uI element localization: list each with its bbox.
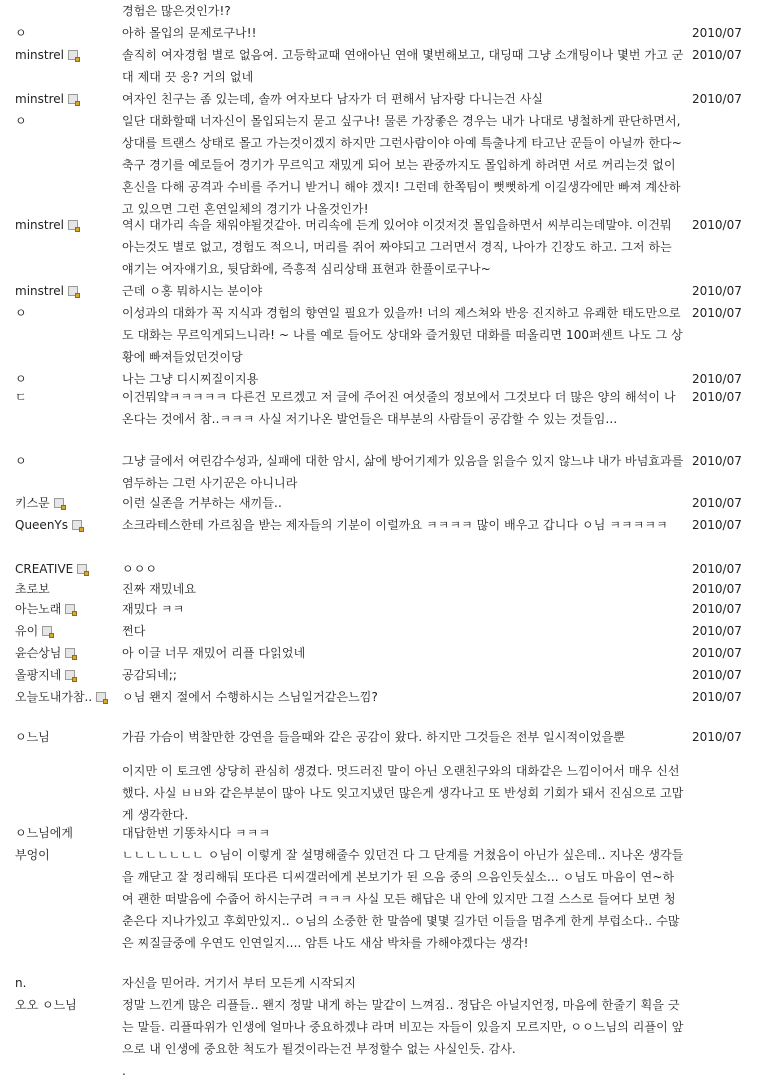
comment-date: 2010/07 [692, 518, 742, 532]
comment-text-continued: 이지만 이 토크엔 상당히 관심히 생겼다. 멋드러진 말이 아닌 오랜친구와의 대화같은 느낌이어서 매우 신선했다. 사실 ㅂㅂ와 같은부분이 많아 나도 잊고지냈던 많은게 생각나고 또 반성회 기회가 돼서 진심으로 고맙게 생각한다. [122, 764, 684, 822]
comment-author[interactable] [15, 686, 119, 708]
comment-text [122, 450, 684, 494]
comment-author[interactable] [15, 88, 119, 110]
comment-text-line: 대답한번 기똥차시다 ㅋㅋㅋ [122, 826, 271, 840]
comment-author[interactable] [15, 844, 119, 866]
comment-date: 2010/07 [692, 284, 742, 298]
member-badge-icon [42, 626, 52, 636]
comment-author[interactable] [15, 450, 119, 472]
comment-text-line: 이건뭐얔ㅋㅋㅋㅋㅋ 다른건 모르겠고 저 글에 주어진 여섯줄의 정보에서 그것보다 더 많은 양의 해석이 나온다는 것에서 참..ㅋㅋㅋ 사실 저기나온 발언들은 대부분의 사람들이 공감할 수 있는 것들임... [122, 390, 676, 426]
author-name[interactable]: 키스문 [15, 496, 50, 510]
comment-text [122, 302, 684, 368]
comment-text [122, 110, 684, 220]
comment-row [0, 844, 766, 972]
comment-row [0, 280, 766, 302]
comment-author[interactable] [15, 558, 119, 580]
author-name[interactable]: 초로보 [15, 582, 50, 596]
comment-text [122, 44, 684, 88]
comment-text [122, 972, 684, 994]
comment-text-line: 아 이글 너무 재밌어 리플 다읽었네 [122, 646, 306, 660]
comment-row [0, 578, 766, 598]
comment-row [0, 88, 766, 110]
member-badge-icon [72, 520, 82, 530]
author-name[interactable]: ㅇ [15, 306, 27, 320]
author-name[interactable]: 아는노래 [15, 602, 62, 616]
comment-row [0, 822, 766, 844]
comment-author[interactable] [15, 110, 119, 132]
comment-text-line: 나는 그냥 디시찌질이지용 [122, 372, 259, 386]
author-name[interactable]: ㅇ [15, 454, 27, 468]
comment-text-line: 자신을 믿어라. 거기서 부터 모든게 시작되지 [122, 976, 356, 990]
comment-text-line: 역시 대가리 속을 채워야될것같아. 머리속에 든게 있어야 이것저것 몰입을하면서 씨부리는데말야. 이건뭐 아는것도 별로 없고, 경험도 적으니, 머리를 쥐어 짜야되고 그러면서 경직, 나아가 긴장도 하고. 그저 하는 얘기는 여자얘기요, 뒷담화에, 즉흥적 심리상태 표현과 한풀이로구나~ [122, 218, 672, 276]
author-name[interactable]: n. [15, 976, 27, 990]
comment-date: 2010/07 [692, 624, 742, 638]
author-name[interactable]: ㅇ [15, 372, 27, 386]
comment-date: 2010/07 [692, 218, 742, 232]
comment-row [0, 664, 766, 686]
comment-row [0, 642, 766, 664]
comment-text-line: ㅇㅇㅇ [122, 562, 158, 576]
comment-text [122, 620, 684, 642]
author-name[interactable]: ㅇ느님에게 [15, 826, 73, 840]
comment-author[interactable] [15, 44, 119, 66]
author-name[interactable]: ㅇ느님 [15, 730, 50, 744]
comment-author[interactable] [15, 214, 119, 236]
comment-row [0, 994, 766, 1078]
comment-row [0, 450, 766, 492]
author-name[interactable]: ㄷ [15, 390, 27, 404]
comment-row [0, 44, 766, 88]
comment-date: 2010/07 [692, 390, 742, 404]
author-name[interactable]: QueenYs [15, 518, 69, 532]
member-badge-icon [96, 692, 106, 702]
comment-author[interactable] [15, 22, 119, 44]
comment-author[interactable] [15, 302, 119, 324]
comment-text [122, 578, 684, 600]
comment-author[interactable] [15, 664, 119, 686]
comment-date: 2010/07 [692, 690, 742, 704]
comment-author[interactable] [15, 726, 119, 748]
comment-text-line: 정말 느낀게 많은 리플들.. 왠지 정말 내게 하는 말같이 느껴짐.. 정답은 아닐지언정, 마음에 한줄기 획을 긋는 말들. 리플따위가 인생에 얼마나 중요하겠냐 라며 비꼬는 자들이 있을지 모르지만, ㅇㅇ느님의 리플이 앞으로 내 인생에 중요한 척도가 될것이라는건 부정할수 없는 사실인듯. 감사. [122, 998, 684, 1056]
comment-text [122, 844, 684, 954]
comment-text [122, 514, 684, 536]
member-badge-icon [65, 648, 75, 658]
comment-text-line: 근데 ㅇ홍 뭐하시는 분이야 [122, 284, 263, 298]
comment-row [0, 22, 766, 44]
comment-text [122, 994, 684, 1082]
comment-author[interactable] [15, 822, 119, 844]
author-name[interactable]: minstrel [15, 284, 64, 298]
comment-text [122, 558, 684, 580]
comment-row [0, 972, 766, 994]
comment-row [0, 620, 766, 642]
comment-date: 2010/07 [692, 646, 742, 660]
comment-date: 2010/07 [692, 730, 742, 744]
comment-date: 2010/07 [692, 496, 742, 510]
comment-text [122, 664, 684, 686]
comment-date: 2010/07 [692, 602, 742, 616]
comment-text-line: 아하 몰입의 문제로구나!! [122, 26, 257, 40]
comment-text [122, 386, 684, 430]
comment-text [122, 0, 684, 22]
comment-text [122, 214, 684, 280]
comment-date: 2010/07 [692, 668, 742, 682]
comment-text-line: 쩐다 [122, 624, 146, 638]
comment-row [0, 492, 766, 514]
author-name[interactable]: minstrel [15, 218, 64, 232]
comment-text-line: ㄴㄴㄴㄴㄴㄴㄴ ㅇ님이 이렇게 잘 설명해줄수 있던건 다 그 단계를 거쳤음이 아닌가 싶은데.. 지나온 생각들을 깨닫고 잘 정리해둬 또다른 디씨갤러에게 본보기가 된 으음 중의 으음인듯싶소... ㅇ님도 마음이 연~하여 괜한 떠발음에 수줍어 하시는구려 ㅋㅋㅋ 사실 모든 해답은 내 안에 있지만 그걸 스스로 들여다 보면 청춘은다 지나가있고 후회만있지.. ㅇ님의 소중한 한 말씀에 몇몇 길가던 이들을 멈추게 한게 부럽소다.. 수많은 찌질글중에 우연도 인연일지.... 암튼 나도 새삼 박차를 가해야겠다는 생각! [122, 848, 684, 950]
author-name[interactable]: ㅇ [15, 114, 27, 128]
comment-author[interactable] [15, 514, 119, 536]
comment-author[interactable] [15, 280, 119, 302]
member-badge-icon [68, 94, 78, 104]
comment-row [0, 558, 766, 578]
author-name[interactable]: CREATIVE [15, 562, 74, 576]
comment-text-line: 솔직히 여자경험 별로 없음여. 고등학교때 연애아닌 연애 몇번해보고, 대딩때 그냥 소개팅이나 몇번 가고 군대 제대 끗 응? 거의 없네 [122, 48, 684, 84]
comment-author[interactable] [15, 642, 119, 664]
comment-date: 2010/07 [692, 454, 742, 468]
comment-author[interactable] [15, 386, 119, 408]
comment-author[interactable] [15, 994, 119, 1016]
comment-row [0, 368, 766, 386]
comment-row [0, 302, 766, 368]
comment-text-line: 가끔 가슴이 벅찰만한 강연을 들을때와 같은 공감이 왔다. 하지만 그것들은 전부 일시적이었을뿐 [122, 730, 625, 744]
comment-text-line: 일단 대화할때 너자신이 몰입되는지 묻고 싶구나! 물론 가장좋은 경우는 내가 나대로 냉철하게 판단하면서, 상대를 트랜스 상태로 몰고 가는것이겠지 하지만 그런사람이야 아예 특출나게 타고난 꾼들이 아닐까 한다~ 축구 경기를 예로들어 경기가 무르익고 재밌게 되어 보는 관중까지도 몰입하게 하려면 서로 꺼리는것 없이 혼신을 다해 공격과 수비를 주거니 받거니 해야 겠지! 그런데 한쪽팀이 뻣뻣하게 이길생각에만 빠져 계산하고 있으면 그런 혼연일체의 경기가 나올것인가! [122, 114, 682, 216]
member-badge-icon [68, 286, 78, 296]
author-name[interactable]: 오오 ㅇ느님 [15, 998, 77, 1012]
comment-text-tail: . [122, 1064, 126, 1078]
member-badge-icon [65, 604, 75, 614]
comment-row [0, 0, 766, 22]
comment-date: 2010/07 [692, 582, 742, 596]
comment-text-line: 진짜 재밌네요 [122, 582, 197, 596]
comment-text [122, 88, 684, 110]
comment-text-line: 이런 실존을 거부하는 새끼들.. [122, 496, 282, 510]
comment-date: 2010/07 [692, 26, 742, 40]
comment-text-line: 이성과의 대화가 꼭 지식과 경험의 향연일 필요가 있을까! 너의 제스쳐와 반응 진지하고 유쾌한 태도만으로도 대화는 무르익게되느니라! ~ 나를 예로 들어도 상대와 즐거웠던 대화를 떠올리면 100퍼센트 나도 그 상황에 빠져들었던것이당 [122, 306, 683, 364]
author-name[interactable]: 오늘도내가참.. [15, 690, 93, 704]
comment-date: 2010/07 [692, 562, 742, 576]
comment-text-line: 공감되네;; [122, 668, 178, 682]
author-name[interactable]: 유이 [15, 624, 39, 638]
comment-text [122, 726, 684, 826]
author-name[interactable]: ㅇ [15, 26, 27, 40]
comment-row [0, 726, 766, 822]
comment-text [122, 642, 684, 664]
comment-text-line: 여자인 친구는 좀 있는데, 솔까 여자보다 남자가 더 편해서 남자랑 다니는건 사실 [122, 92, 544, 106]
comment-text-line: 재밌다 ㅋㅋ [122, 602, 185, 616]
comment-row [0, 514, 766, 558]
comment-text [122, 598, 684, 620]
comment-author[interactable] [15, 492, 119, 514]
comment-row [0, 214, 766, 280]
comment-row [0, 598, 766, 620]
author-name[interactable]: 부엉이 [15, 848, 50, 862]
comment-text [122, 280, 684, 302]
comment-text [122, 22, 684, 44]
comment-text [122, 492, 684, 514]
comment-date: 2010/07 [692, 92, 742, 106]
comment-text-line: ㅇ님 왠지 절에서 수행하시는 스님일거같은느낌? [122, 690, 378, 704]
member-badge-icon [77, 564, 87, 574]
comment-row [0, 110, 766, 214]
member-badge-icon [68, 50, 78, 60]
comment-author[interactable] [15, 620, 119, 642]
comment-author[interactable] [15, 578, 119, 600]
author-name[interactable]: minstrel [15, 92, 64, 106]
comment-row [0, 386, 766, 450]
comment-date: 2010/07 [692, 48, 742, 62]
comment-text [122, 686, 684, 708]
member-badge-icon [68, 220, 78, 230]
member-badge-icon [65, 670, 75, 680]
comment-row [0, 686, 766, 726]
comment-text-line: 소크라테스한테 가르침을 받는 제자들의 기분이 이럴까요 ㅋㅋㅋㅋ 많이 배우고 갑니다 ㅇ님 ㅋㅋㅋㅋㅋ [122, 518, 668, 532]
comment-date: 2010/07 [692, 372, 742, 386]
comment-author[interactable] [15, 598, 119, 620]
author-name[interactable]: 윤슨상님 [15, 646, 62, 660]
comment-text-line: 그냥 글에서 여린감수성과, 실패에 대한 암시, 삶에 방어기제가 있음을 읽을수 있지 않느냐 내가 바넘효과를 염두하는 그런 사기꾼은 아니니라 [122, 454, 684, 490]
comment-text [122, 822, 684, 844]
author-name[interactable]: minstrel [15, 48, 64, 62]
comment-date: 2010/07 [692, 306, 742, 320]
comment-text-line: 경험은 많은것인가!? [122, 4, 231, 18]
member-badge-icon [54, 498, 64, 508]
comment-author[interactable] [15, 972, 119, 994]
author-name[interactable]: 올팡지네 [15, 668, 62, 682]
